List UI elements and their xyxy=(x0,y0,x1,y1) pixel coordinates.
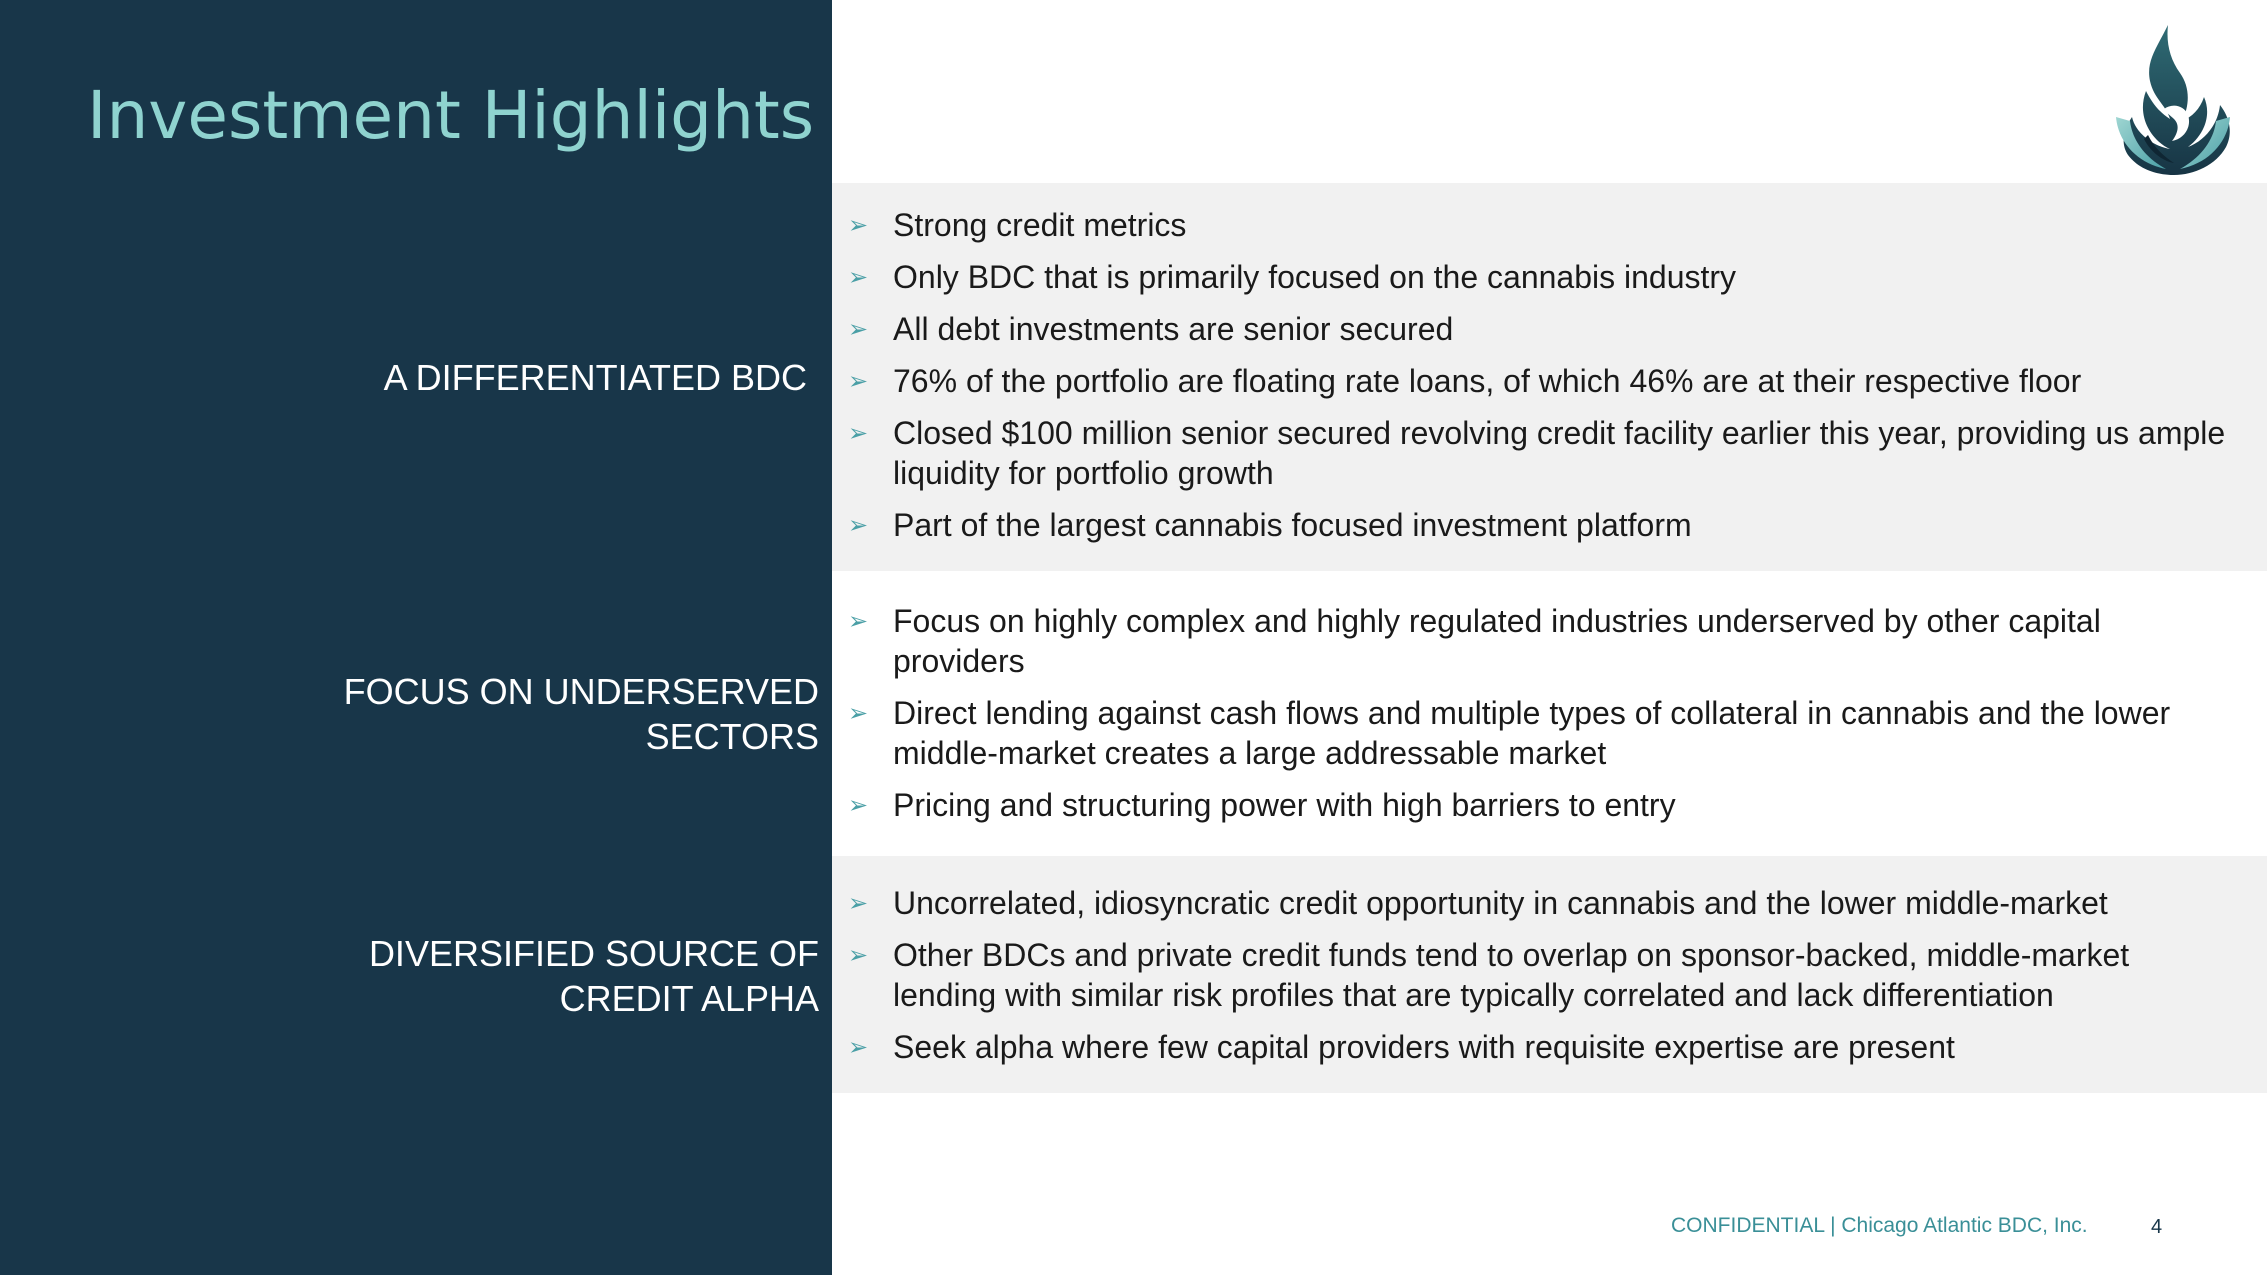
page-number: 4 xyxy=(2151,1216,2163,1238)
bullet-text: Closed $100 million senior secured revolving credit facility earlier this year, providing us ample liquidity for portfolio growth xyxy=(893,415,2226,491)
bullet-list-diversified xyxy=(840,883,2240,1079)
bullet-item xyxy=(840,601,2240,681)
slide-title: Investment Highlights xyxy=(87,77,815,154)
bullet-item xyxy=(840,785,2240,825)
arrow-bullet-icon: ➢ xyxy=(848,700,869,727)
arrow-bullet-icon: ➢ xyxy=(848,512,869,539)
bullet-item xyxy=(840,205,2240,245)
arrow-bullet-icon: ➢ xyxy=(848,316,869,343)
bullet-item xyxy=(840,309,2240,349)
arrow-bullet-icon: ➢ xyxy=(848,420,869,447)
section-label-line: DIVERSIFIED SOURCE OF xyxy=(368,933,819,974)
bullet-text: Focus on highly complex and highly regulated industries underserved by other capital providers xyxy=(893,603,2101,679)
section-label-underserved xyxy=(119,669,819,759)
section-label-line: SECTORS xyxy=(645,716,819,757)
flame-logo-icon xyxy=(2108,25,2238,177)
arrow-bullet-icon: ➢ xyxy=(848,792,869,819)
bullet-text: 76% of the portfolio are floating rate loans, of which 46% are at their respective floor xyxy=(893,363,2082,399)
bullet-item xyxy=(840,361,2240,401)
arrow-bullet-icon: ➢ xyxy=(848,368,869,395)
bullet-item xyxy=(840,505,2240,545)
bullet-item xyxy=(840,693,2240,773)
arrow-bullet-icon: ➢ xyxy=(848,1034,869,1061)
footer-confidential: CONFIDENTIAL | Chicago Atlantic BDC, Inc. xyxy=(1671,1214,2088,1237)
section-label-text: A DIFFERENTIATED BDC xyxy=(383,357,807,398)
section-label-differentiated xyxy=(107,355,807,400)
arrow-bullet-icon: ➢ xyxy=(848,942,869,969)
bullet-item xyxy=(840,1027,2240,1067)
arrow-bullet-icon: ➢ xyxy=(848,608,869,635)
bullet-text: Other BDCs and private credit funds tend to overlap on sponsor-backed, middle-market lending with similar risk profiles that are typically correlated and lack differentiation xyxy=(893,937,2130,1013)
arrow-bullet-icon: ➢ xyxy=(848,890,869,917)
arrow-bullet-icon: ➢ xyxy=(848,264,869,291)
arrow-bullet-icon: ➢ xyxy=(848,212,869,239)
section-label-line: CREDIT ALPHA xyxy=(559,978,819,1019)
bullet-text: Pricing and structuring power with high barriers to entry xyxy=(893,787,1676,823)
bullet-list-underserved xyxy=(840,601,2240,837)
section-label-line: FOCUS ON UNDERSERVED xyxy=(343,671,819,712)
bullet-text: Only BDC that is primarily focused on the cannabis industry xyxy=(893,259,1737,295)
bullet-text: Strong credit metrics xyxy=(893,207,1187,243)
bullet-text: All debt investments are senior secured xyxy=(893,311,1454,347)
bullet-item xyxy=(840,257,2240,297)
bullet-text: Uncorrelated, idiosyncratic credit opportunity in cannabis and the lower middle-market xyxy=(893,885,2108,921)
left-panel xyxy=(0,0,832,1275)
bullet-text: Part of the largest cannabis focused investment platform xyxy=(893,507,1692,543)
bullet-item xyxy=(840,883,2240,923)
bullet-text: Direct lending against cash flows and multiple types of collateral in cannabis and the lower middle-market creates a large addressable market xyxy=(893,695,2171,771)
bullet-item xyxy=(840,935,2240,1015)
bullet-list-differentiated xyxy=(840,205,2240,557)
section-label-diversified xyxy=(119,931,819,1021)
bullet-text: Seek alpha where few capital providers with requisite expertise are present xyxy=(893,1029,1955,1065)
bullet-item xyxy=(840,413,2240,493)
